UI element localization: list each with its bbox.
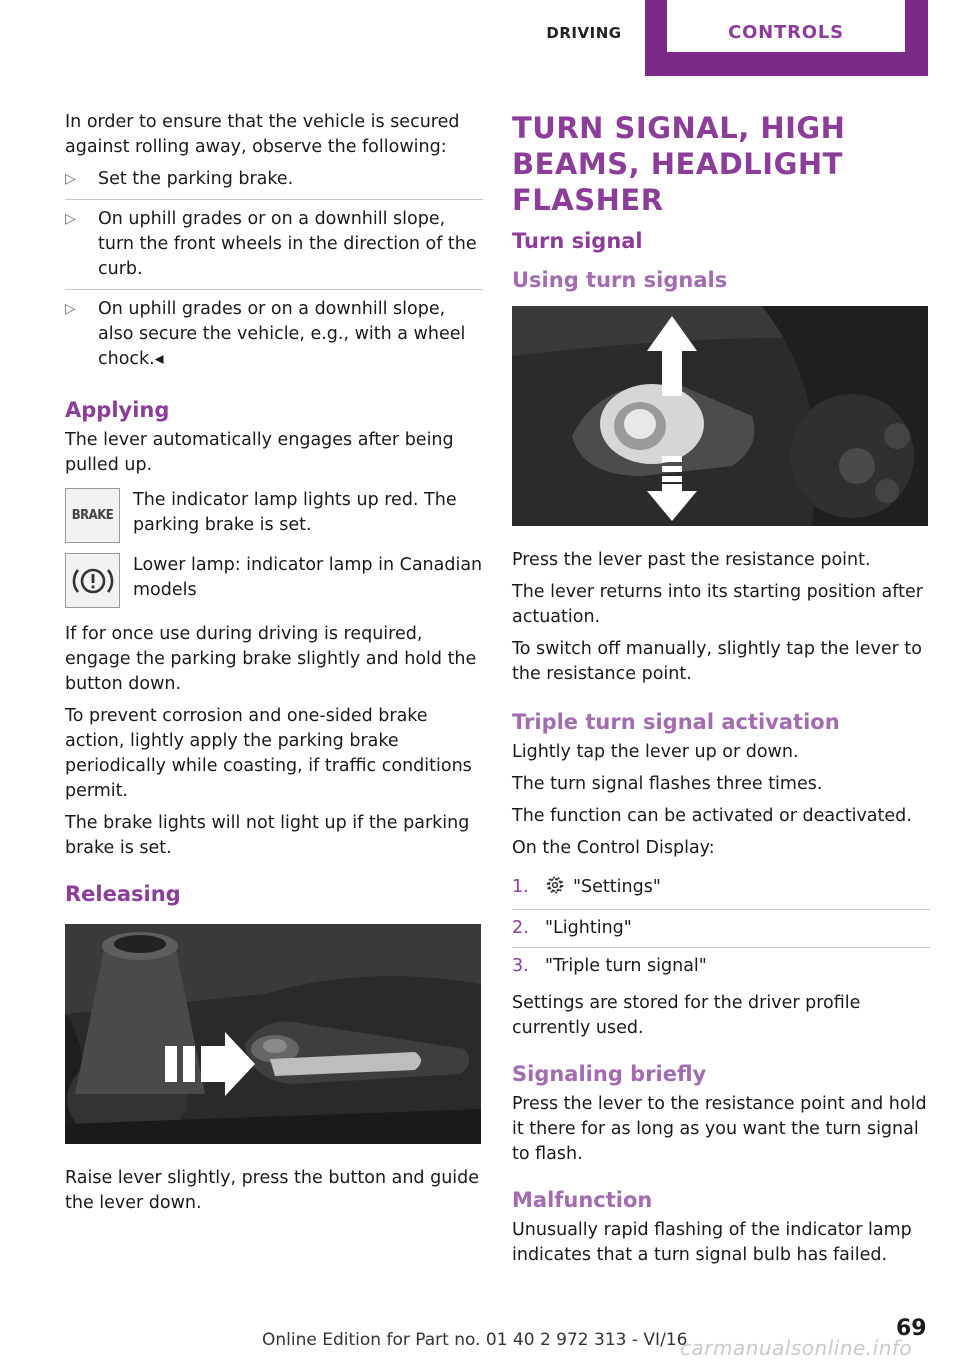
watermark: carmanualsonline.info [680,1336,913,1360]
triangle-bullet-icon: ▷ [65,171,76,187]
paragraph: The lever returns into its starting position after actuation. [512,582,923,627]
applying-heading: Applying [65,398,170,422]
brake-indicator-icon: BRAKE [65,488,120,543]
section-title: TURN SIGNAL, HIGH BEAMS, HEADLIGHT FLASHER [512,111,846,217]
using-turn-signals-heading: Using turn signals [512,268,728,292]
left-column [65,110,483,1223]
gear-icon [545,875,567,903]
triangle-bullet-icon: ▷ [65,211,76,227]
turn-signal-heading: Turn signal [512,229,643,253]
chapter-tab[interactable] [645,0,928,76]
step-item: 1. "Settings" [512,875,930,910]
canada-lamp-text: Lower lamp: indicator lamp in Canadian models [133,555,483,600]
paragraph: The brake lights will not light up if the parking brake is set. [65,813,470,858]
paragraph: Lightly tap the lever up or down. [512,742,799,762]
step-item: 2. "Lighting" [512,916,930,948]
chapter-label: CONTROLS [728,22,844,43]
applying-text: The lever automatically engages after being pulled up. [65,430,454,475]
step-item: 3. "Triple turn signal" [512,956,707,976]
paragraph: To prevent corrosion and one-sided brake action, lightly apply the parking brake periodically while coasting, if traffic conditions permit. [65,706,472,801]
settings-note: Settings are stored for the driver profile currently used. [512,993,861,1038]
paragraph: The function can be activated or deactivated. [512,806,912,826]
page-number: 69 [896,1316,927,1341]
paragraph: Unusually rapid flashing of the indicator lamp indicates that a turn signal bulb has failed. [512,1220,912,1265]
brake-lamp-row [65,488,483,543]
bullet-item: ▷ On uphill grades or on a downhill slope, turn the front wheels in the direction of the curb. [65,207,483,290]
signaling-briefly-heading: Signaling briefly [512,1062,707,1086]
paragraph: The turn signal flashes three times. [512,774,823,794]
releasing-heading: Releasing [65,882,181,906]
paragraph: Press the lever to the resistance point and hold it there for as long as you want the turn signal to flash. [512,1094,927,1164]
triple-turn-signal-heading: Triple turn signal activation [512,710,840,734]
right-column [512,110,930,1275]
malfunction-heading: Malfunction [512,1188,653,1212]
turn-signal-lever-image [512,306,928,526]
paragraph: On the Control Display: [512,838,715,858]
edition-text: Online Edition for Part no. 01 40 2 972 313 - VI/16 [262,1330,688,1350]
bullet-item: ▷ Set the parking brake. [65,167,483,200]
canada-lamp-row [65,553,483,608]
releasing-text: Raise lever slightly, press the button and guide the lever down. [65,1168,480,1213]
paragraph: To switch off manually, slightly tap the lever to the resistance point. [512,639,922,684]
parking-brake-lever-image [65,924,481,1144]
bullet-item: ▷ On uphill grades or on a downhill slope, also secure the vehicle, e.g., with a wheel chock.◂ [65,299,466,369]
paragraph: Press the lever past the resistance point. [512,550,871,570]
triangle-bullet-icon: ▷ [65,301,76,317]
paragraph: If for once use during driving is required, engage the parking brake slightly and hold the button down. [65,624,477,694]
section-label: DRIVING [546,24,622,42]
brake-warning-circle-icon [65,553,120,608]
intro-text: In order to ensure that the vehicle is secured against rolling away, observe the following: [65,112,460,157]
brake-lamp-text: The indicator lamp lights up red. The parking brake is set. [133,490,457,535]
